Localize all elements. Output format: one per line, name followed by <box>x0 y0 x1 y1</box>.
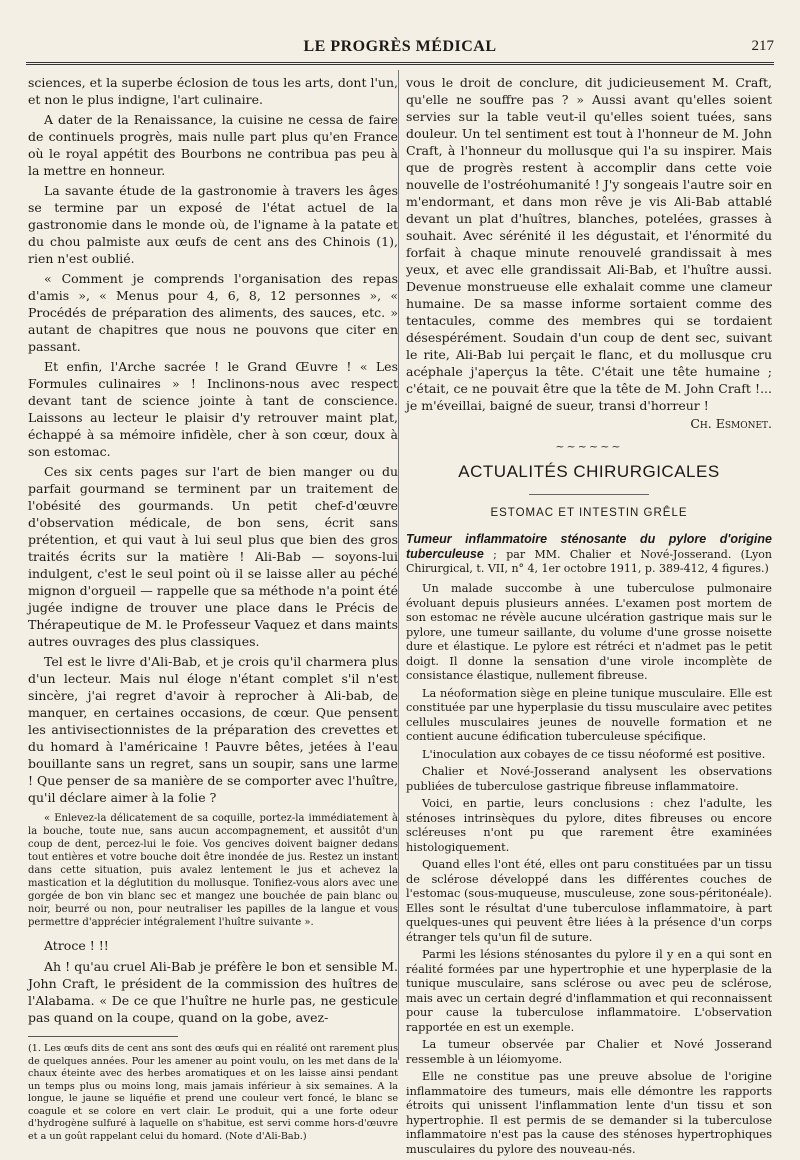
column-divider <box>398 70 399 1060</box>
paragraph: Et enfin, l'Arche sacrée ! le Grand Œuvre ! « Les Formules culinaires » ! Inclinons-nous avec respect devant tant de science jointe à tant de conscience. Laissons au lecteur le plaisir d'y retrouver maint plat, échappé à sa mémoire infidèle, cher à son cœur, doux à son estomac. <box>28 359 398 459</box>
interjection: Atroce ! !! <box>44 938 109 953</box>
paragraph: La tumeur observée par Chalier et Nové Josserand ressemble à un léiomyome. <box>406 1038 772 1066</box>
paragraph: L'inoculation aux cobayes de ce tissu néoformé est positive. <box>422 747 766 761</box>
paragraph: vous le droit de conclure, dit judicieusement M. Craft, qu'elle ne souffre pas ? » Aussi avant qu'elles soient servies sur la table veut-il qu'elles soient tuées, sans douleur. Un tel sentiment est tout à l'honneur de M. John Craft, à l'honneur du mollusque qui l'a su inspirer. Mais que de progrès restent à accomplir dans cette voie nouvelle de l'ostréohumanité ! J'y songeais l'autre soir en m'endormant, et dans mon rêve je vis Ali-Bab attablé devant un plat d'huîtres, blanches, potelées, grasses à souhait. Avec sérénité il les dégustait, et l'énormité du forfait à chaque minute renouvelé grandissait à mes yeux, et avec elle grandissait Ali-Bab, et l'huître aussi. Devenue monstrueuse elle exhalait comme une clameur humaine. De sa masse informe sortaient comme des tentacules, comme des membres qui se tordaient désespérément. Soudain d'un coup de dent sec, suivant le rite, Ali-Bab lui perçait le flanc, et du mollusque cru acéphale j'aperçus la tête. C'était une tête humaine ; c'était, ce ne pouvait être que la tête de M. John Craft !... je m'éveillai, baigné de sueur, transi d'horreur ! <box>406 75 772 413</box>
footnote: (1. Les œufs dits de cent ans sont des œufs qui en réalité ont rarement plus de quelques années. Pour les amener au point voulu, on les met dans de la chaux éteinte avec des herbes aromatiques et on les laisse ainsi pendant un temps plus ou moins long, mais jamais inférieur à six semaines. A la longue, le jaune se liquéfie et prend une couleur vert foncé, le blanc se coagule et se colore en vert clair. Le produit, qui a une forte odeur d'hydrogène sulfuré à laquelle on s'habitue, est servi comme hors-d'œuvre et a un goût rappelant celui du homard. (Note d'Ali-Bab.) <box>28 1043 398 1142</box>
running-title: LE PROGRÈS MÉDICAL <box>303 38 497 55</box>
paragraph: Tel est le livre d'Ali-Bab, et je crois qu'il charmera plus d'un lecteur. Mais nul éloge n'étant complet s'il n'est sincère, j'ai regret d'avoir à reprocher à Ali-bab, de manquer, en certaines occasions, de cœur. Que pensent les antivisectionnistes de la préparation des crevettes et du homard à l'américaine ! Pauvre bêtes, jetées à l'eau bouillante sans un regret, sans un soupir, sans une larme ! Que penser de sa manière de se comporter avec l'huître, qu'il déclare aimer à la folie ? <box>28 654 398 805</box>
paragraph: Quand elles l'ont été, elles ont paru constituées par un tissu de sclérose développé dans les différentes couches de l'estomac (sous-muqueuse, musculeuse, zone sous-péritonéale). Elles sont le résultat d'une tuberculose inflammatoire, à part quelques-unes qui peuvent être liées à la présence d'un corps étranger tels qu'un fil de suture. <box>406 858 772 944</box>
paragraph: Parmi les lésions sténosantes du pylore il y en a qui sont en réalité formées par une hypertrophie et une hyperplasie de la tunique musculaire, sans sclérose ou avec peu de sclérose, mais avec un certain degré d'inflammation et qui reconnaissent pour cause la tuberculose inflammatoire. L'observation rapportée en est un exemple. <box>406 948 772 1034</box>
signature: Ch. Esmonet. <box>690 416 772 431</box>
paragraph: Elle ne constitue pas une preuve absolue de l'origine inflammatoire des tumeurs, mais elle démontre les rapports étroits qui unissent l'inflammation lente d'un tissu et son hypertrophie. Il est permis de se demander si la tuberculose inflammatoire n'est pas la cause des sténoses hypertrophiques musculaires du pylore des nouveau-nés. <box>406 1070 772 1156</box>
paragraph: « Comment je comprends l'organisation des repas d'amis », « Menus pour 4, 6, 8, 12 personnes », « Procédés de préparation des aliments, des sauces, etc. » autant de chapitres que nous ne pouvons que citer en passant. <box>28 271 398 354</box>
left-column <box>28 74 398 1146</box>
section-title: ACTUALITÉS CHIRURGICALES <box>458 462 720 481</box>
paragraph: Voici, en partie, leurs conclusions : chez l'adulte, les sténoses intrinsèques du pylore, dites fibreuses ou encore scléreuses n'ont pu que rarement être examinées histologiquement. <box>406 797 772 854</box>
paragraph: sciences, et la superbe éclosion de tous les arts, dont l'un, et non le plus indigne, l'art culinaire. <box>28 75 398 107</box>
signature-line <box>406 415 772 432</box>
paragraph: Chalier et Nové-Josserand analysent les observations publiées de tuberculose gastrique fibreuse inflammatoire. <box>406 765 772 793</box>
header-rule <box>26 62 774 65</box>
paragraph: Un malade succombe à une tuberculose pulmonaire évoluant depuis plusieurs années. L'examen post mortem de son estomac ne révèle aucune ulcération gastrique mais sur le pylore, une tumeur saillante, du volume d'une grosse noisette dure et élastique. Le pylore est rétréci et n'admet pas le petit doigt. Il donne la sensation d'une virole incomplète de consistance élastique, nullement fibreuse. <box>406 582 772 682</box>
right-column <box>406 74 772 1160</box>
article-title: Tumeur inflammatoire sténosante du pylore d'origine tuberculeuse <box>406 532 772 561</box>
paragraph: Ah ! qu'au cruel Ali-Bab je préfère le bon et sensible M. John Craft, le président de la commission des huîtres de l'Alabama. « De ce que l'huître ne hurle pas, ne gesticule pas quand on la coupe, quand on la gobe, avez- <box>28 959 398 1025</box>
subsection-title: ESTOMAC ET INTESTIN GRÊLE <box>490 507 688 519</box>
article-reference: ; par MM. Chalier et Nové-Josserand. (Lyon Chirurgical, t. VII, n° 4, 1er octobre 1911, p. 389-412, 4 figures.) <box>406 548 772 575</box>
footnote-rule <box>28 1036 178 1037</box>
oyster-quote: « Enlevez-la délicatement de sa coquille, portez-la immédiatement à la bouche, toute nue, sans aucun accompagnement, et aussitôt d'un coup de dent, percez-lui le foie. Vos gencives doivent baigner dedans tout entières et votre bouche doit être inondée de jus. Restez un instant dans cette situation, puis avalez lentement le jus et achevez la mastication et la déglutition du mollusque. Tonifiez-vous alors avec une gorgée de bon vin blanc sec et mangez une bouchée de pain blanc ou noir, beurré ou non, pour neutraliser les papilles de la langue et vous permettre d'apprécier intégralement l'huître suivante ». <box>28 813 398 928</box>
paragraph: A dater de la Renaissance, la cuisine ne cessa de faire de continuels progrès, mais nulle part plus qu'en France où le royal appétit des Bourbons ne contribua pas peu à la mettre en honneur. <box>28 112 398 178</box>
paragraph: La savante étude de la gastronomie à travers les âges se termine par un exposé de l'état actuel de la gastronomie dans le monde où, de l'igname à la patate et du chou palmiste aux œufs de cent ans des Chinois (1), rien n'est oublié. <box>28 183 398 266</box>
paragraph: Ces six cents pages sur l'art de bien manger ou du parfait gourmand se terminent par un traitement de l'obésité des gourmands. Un petit chef-d'œuvre d'observation médicale, de bon sens, écrit sans prétention, et qui vaut à lui seul plus que bien des gros traités écrits sur la matière ! Ali-Bab — soyons-lui indulgent, c'est le seul point où il se laisse aller au péché mignon d'orgueil — rappelle que sa méthode n'a point été jugée indigne de trouver une place dans le Précis de Thérapeutique de M. le Professeur Vaquez et dans maints autres ouvrages des plus classiques. <box>28 464 398 649</box>
section-rule <box>529 494 649 495</box>
section-separator: ~~~~~~ <box>555 440 623 453</box>
paragraph: La néoformation siège en pleine tunique musculaire. Elle est constituée par une hyperplasie du tissu musculaire avec petites cellules musculaires jeunes de nouvelle formation et ne contient aucune édification tuberculeuse spécifique. <box>406 686 772 743</box>
page-header <box>26 34 774 60</box>
page-number: 217 <box>751 38 774 54</box>
article-heading <box>406 532 772 576</box>
